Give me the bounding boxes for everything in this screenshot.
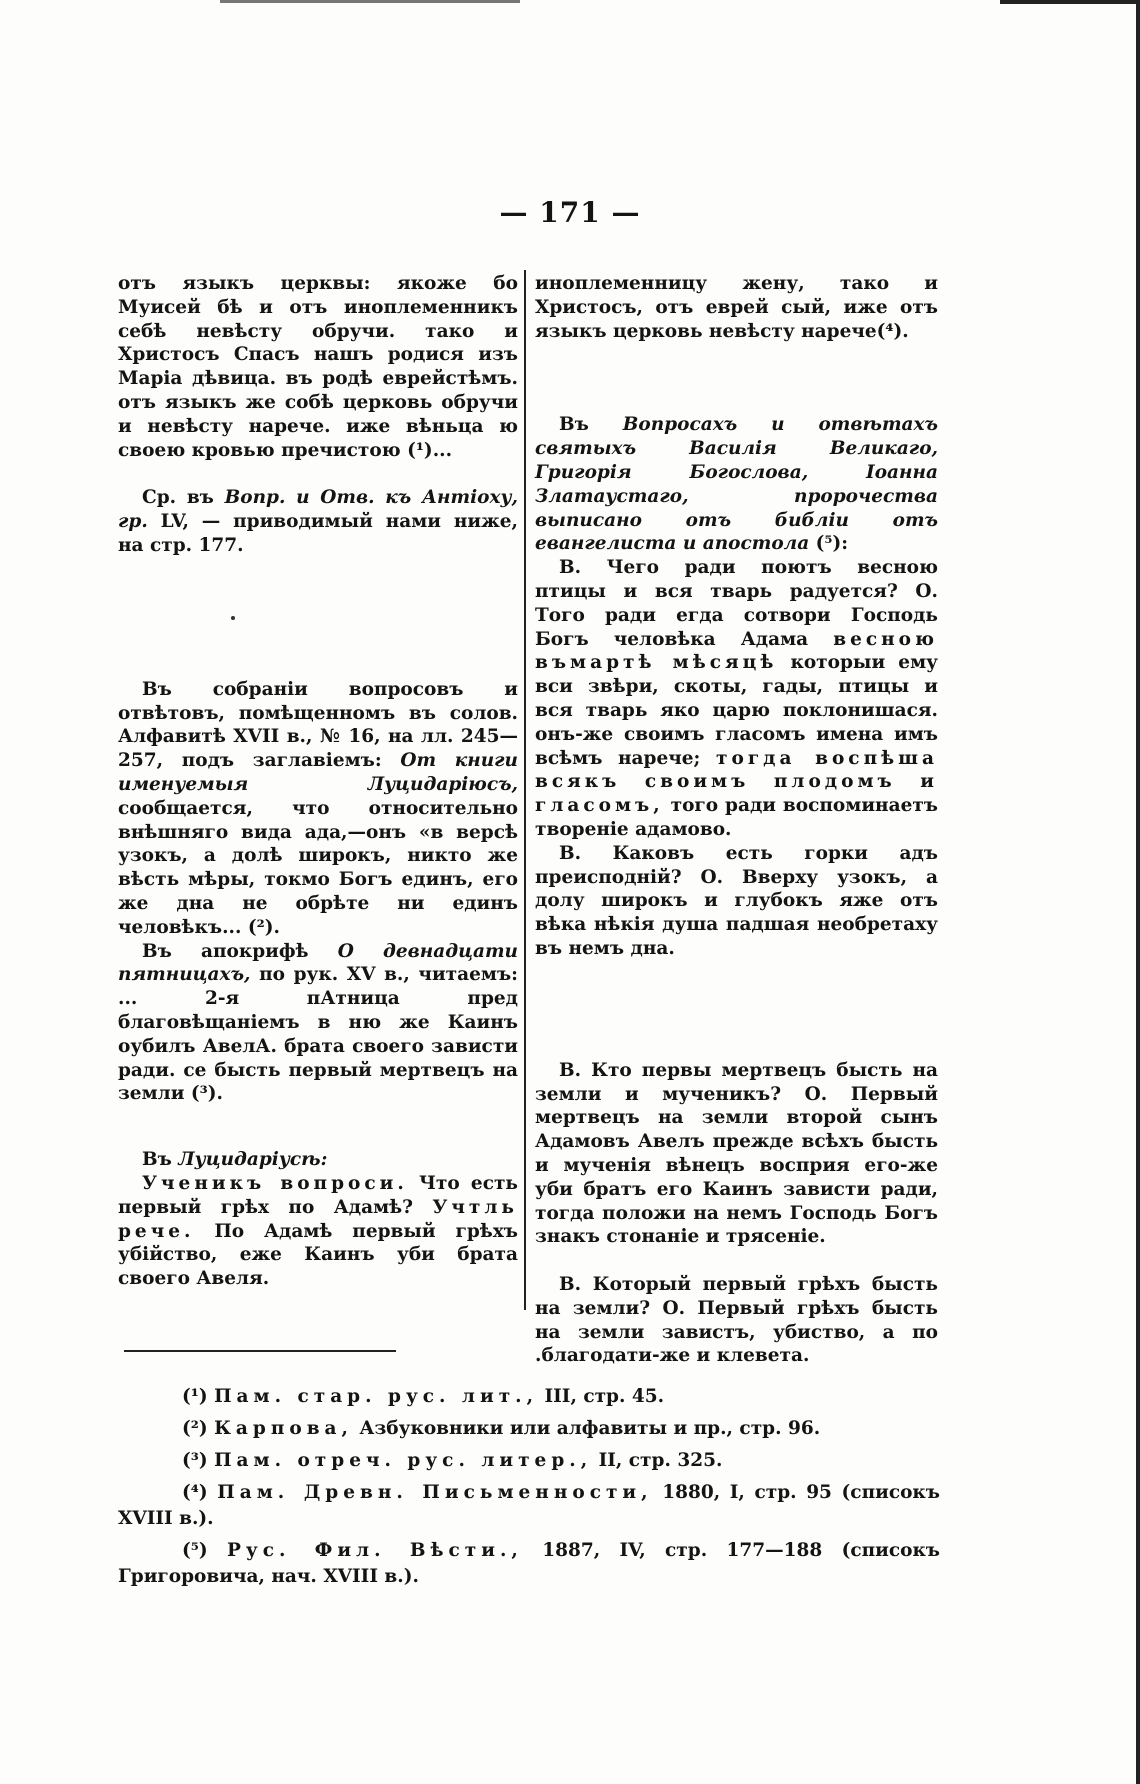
- footnote-rule: [124, 1350, 396, 1352]
- left-paragraph-4: Въ апокрифѣ О девнадцати пятницахъ, по рук. XV в., читаемъ: ... 2-я пАтница пред благовѣщаніемъ в ню же Каинъ оубилъ АвелА. брата своего зависти ради. се бысть первый мертвецъ на земли (³).: [118, 940, 518, 1105]
- footnote-3: (³) Пам. отреч. рус. литер., II, стр. 325.: [182, 1450, 723, 1471]
- stray-mark: [118, 558, 518, 678]
- right-paragraph-hell: В. Каковъ есть горки адъ преисподній? О. Вверху узокъ, а долу широкъ и глубокъ яже отъ вѣка нѣкія душа падшая необретаху въ немъ дна.: [535, 842, 938, 959]
- scan-edge-top: [220, 0, 520, 3]
- footnote-2: (²) Карпова, Азбуковники или алфавиты и пр., стр. 96.: [182, 1418, 821, 1439]
- scan-edge-corner: [1000, 0, 1140, 4]
- left-paragraph-2: Ср. въ Вопр. и Отв. къ Антіоху, гр. LV, — приводимый нами ниже, на стр. 177.: [118, 487, 518, 556]
- right-paragraph-first-dead: В. Кто первы мертвецъ бысть на земли и мученикъ? О. Первый мертвецъ на земли второй сынъ Адамовъ Авелъ прежде всѣхъ бысть и мученія вѣнецъ восприя его-же уби братъ его Каинъ зависти ради, тогда положи на немъ Господь Богъ знакъ стонаніе и трясеніе.: [535, 1059, 938, 1248]
- footnotes: [118, 1384, 940, 1596]
- left-heading-lucidarius: Въ Луцидаріусѣ:: [142, 1149, 328, 1171]
- right-column: [535, 272, 938, 1368]
- right-heading-questions: Въ Вопросахъ и отвѣтахъ святыхъ Василія Великаго, Григорія Богослова, Іоанна Златаустаго, пророчества выписано отъ библіи отъ евангелиста и апостола (⁵):: [535, 414, 938, 555]
- right-paragraph-birds: В. Чего ради поютъ весною птицы и вся тварь радуется? О. Того ради егда сотвори Господь Богъ человѣка Адама весною въмартѣ мѣсяцѣ которыи ему вси звѣри, скоты, гады, птицы и вся тварь яко царю поклонишася. онъ-же своимъ гласомъ имена имъ всѣмъ нарече; тогда воспѣша всякъ своимъ плодомъ и гласомъ, того ради воспоминаетъ твореніе адамово.: [535, 557, 938, 840]
- footnote-1: (¹) Пам. стар. рус. лит., III, стр. 45.: [182, 1386, 665, 1407]
- scan-edge-right: [1136, 0, 1140, 1784]
- right-paragraph-1: иноплеменницу жену, тако и Христосъ, отъ еврей сый, иже отъ языкъ церковь невѣсту нарече(⁴).: [535, 273, 938, 342]
- left-paragraph-3: Въ собраніи вопросовъ и отвѣтовъ, помѣщенномъ въ солов. Алфавитѣ XVII в., № 16, на лл. 245—257, подъ заглавіемъ: От книги именуемыя Луцидаріюсъ, сообщается, что относительно внѣшняго вида ада,—онъ «в версѣ узокъ, а долѣ широкъ, никто же вѣсть мѣры, токмо Богъ единъ, его же дна не обрѣте ни единъ человѣкъ... (²).: [118, 678, 519, 938]
- footnote-5: (⁵) Рус. Фил. Вѣсти., 1887, IV, стр. 177—188 (списокъ Григоровича, нач. XVIII в.).: [118, 1540, 941, 1587]
- right-paragraph-first-sin: В. Который первый грѣхъ бысть на земли? О. Первый грѣхъ бысть на земли завистъ, убиство, а по .благодати-же и клевета.: [535, 1274, 938, 1367]
- left-paragraph-6: Ученикъ вопроси. Что есть первый грѣх по Адамѣ? Учтль рече. По Адамѣ первый грѣхъ убійство, еже Каинъ уби брата своего Авеля.: [118, 1172, 518, 1290]
- left-paragraph-1: отъ языкъ церквы: якоже бо Муисей бѣ и отъ иноплеменникъ себѣ невѣсту обручи. тако и Христосъ Спасъ нашъ родися изъ Маріа дѣвица. въ родѣ еврейстѣмъ. отъ языкъ же собѣ церковь обручи и невѣсту нарече. иже вѣньца ю своею кровью пречистою (¹)...: [118, 273, 518, 461]
- column-divider: [524, 270, 526, 1310]
- footnote-4: (⁴) Пам. Древн. Письменности, 1880, I, стр. 95 (списокъ XVIII в.).: [118, 1482, 940, 1529]
- left-column: [118, 272, 518, 1291]
- page-number: — 171 —: [499, 196, 641, 229]
